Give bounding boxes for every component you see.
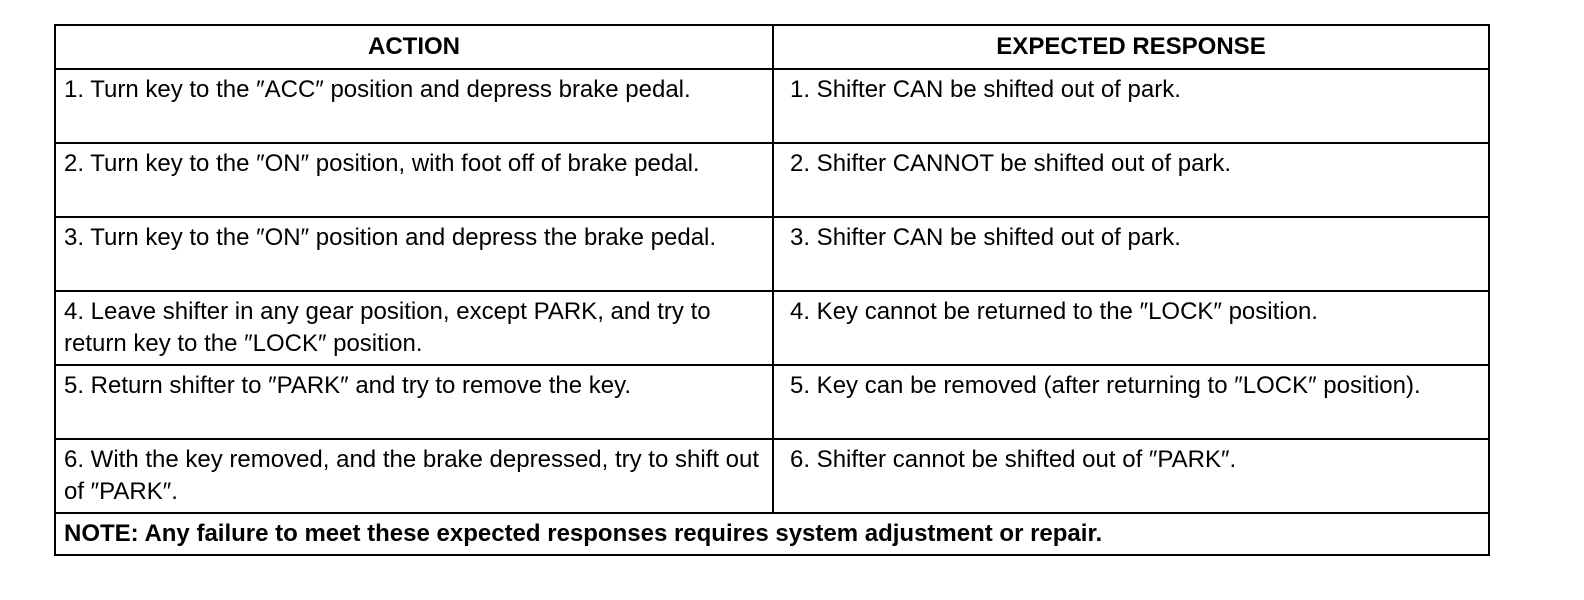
response-cell: 4. Key cannot be returned to the ″LOCK″ position. bbox=[773, 291, 1489, 365]
table-row bbox=[55, 143, 1489, 217]
response-cell: 5. Key can be removed (after returning to ″LOCK″ position). bbox=[773, 365, 1489, 439]
action-cell: 4. Leave shifter in any gear position, except PARK, and try to return key to the ″LOCK″ position. bbox=[55, 291, 773, 365]
table-row bbox=[55, 291, 1489, 365]
response-cell: 3. Shifter CAN be shifted out of park. bbox=[773, 217, 1489, 291]
header-row bbox=[55, 25, 1489, 69]
action-cell: 3. Turn key to the ″ON″ position and depress the brake pedal. bbox=[55, 217, 773, 291]
action-cell: 6. With the key removed, and the brake depressed, try to shift out of ″PARK″. bbox=[55, 439, 773, 513]
header-expected-response: EXPECTED RESPONSE bbox=[773, 25, 1489, 69]
action-cell: 5. Return shifter to ″PARK″ and try to remove the key. bbox=[55, 365, 773, 439]
response-cell: 2. Shifter CANNOT be shifted out of park. bbox=[773, 143, 1489, 217]
note-row bbox=[55, 513, 1489, 555]
header-action: ACTION bbox=[55, 25, 773, 69]
table-row bbox=[55, 69, 1489, 143]
response-cell: 1. Shifter CAN be shifted out of park. bbox=[773, 69, 1489, 143]
action-cell: 1. Turn key to the ″ACC″ position and depress brake pedal. bbox=[55, 69, 773, 143]
table-row bbox=[55, 439, 1489, 513]
table-row bbox=[55, 217, 1489, 291]
response-cell: 6. Shifter cannot be shifted out of ″PARK″. bbox=[773, 439, 1489, 513]
procedure-table bbox=[54, 24, 1490, 556]
note-text: NOTE: Any failure to meet these expected responses requires system adjustment or repair. bbox=[55, 513, 1489, 555]
table-row bbox=[55, 365, 1489, 439]
action-cell: 2. Turn key to the ″ON″ position, with foot off of brake pedal. bbox=[55, 143, 773, 217]
